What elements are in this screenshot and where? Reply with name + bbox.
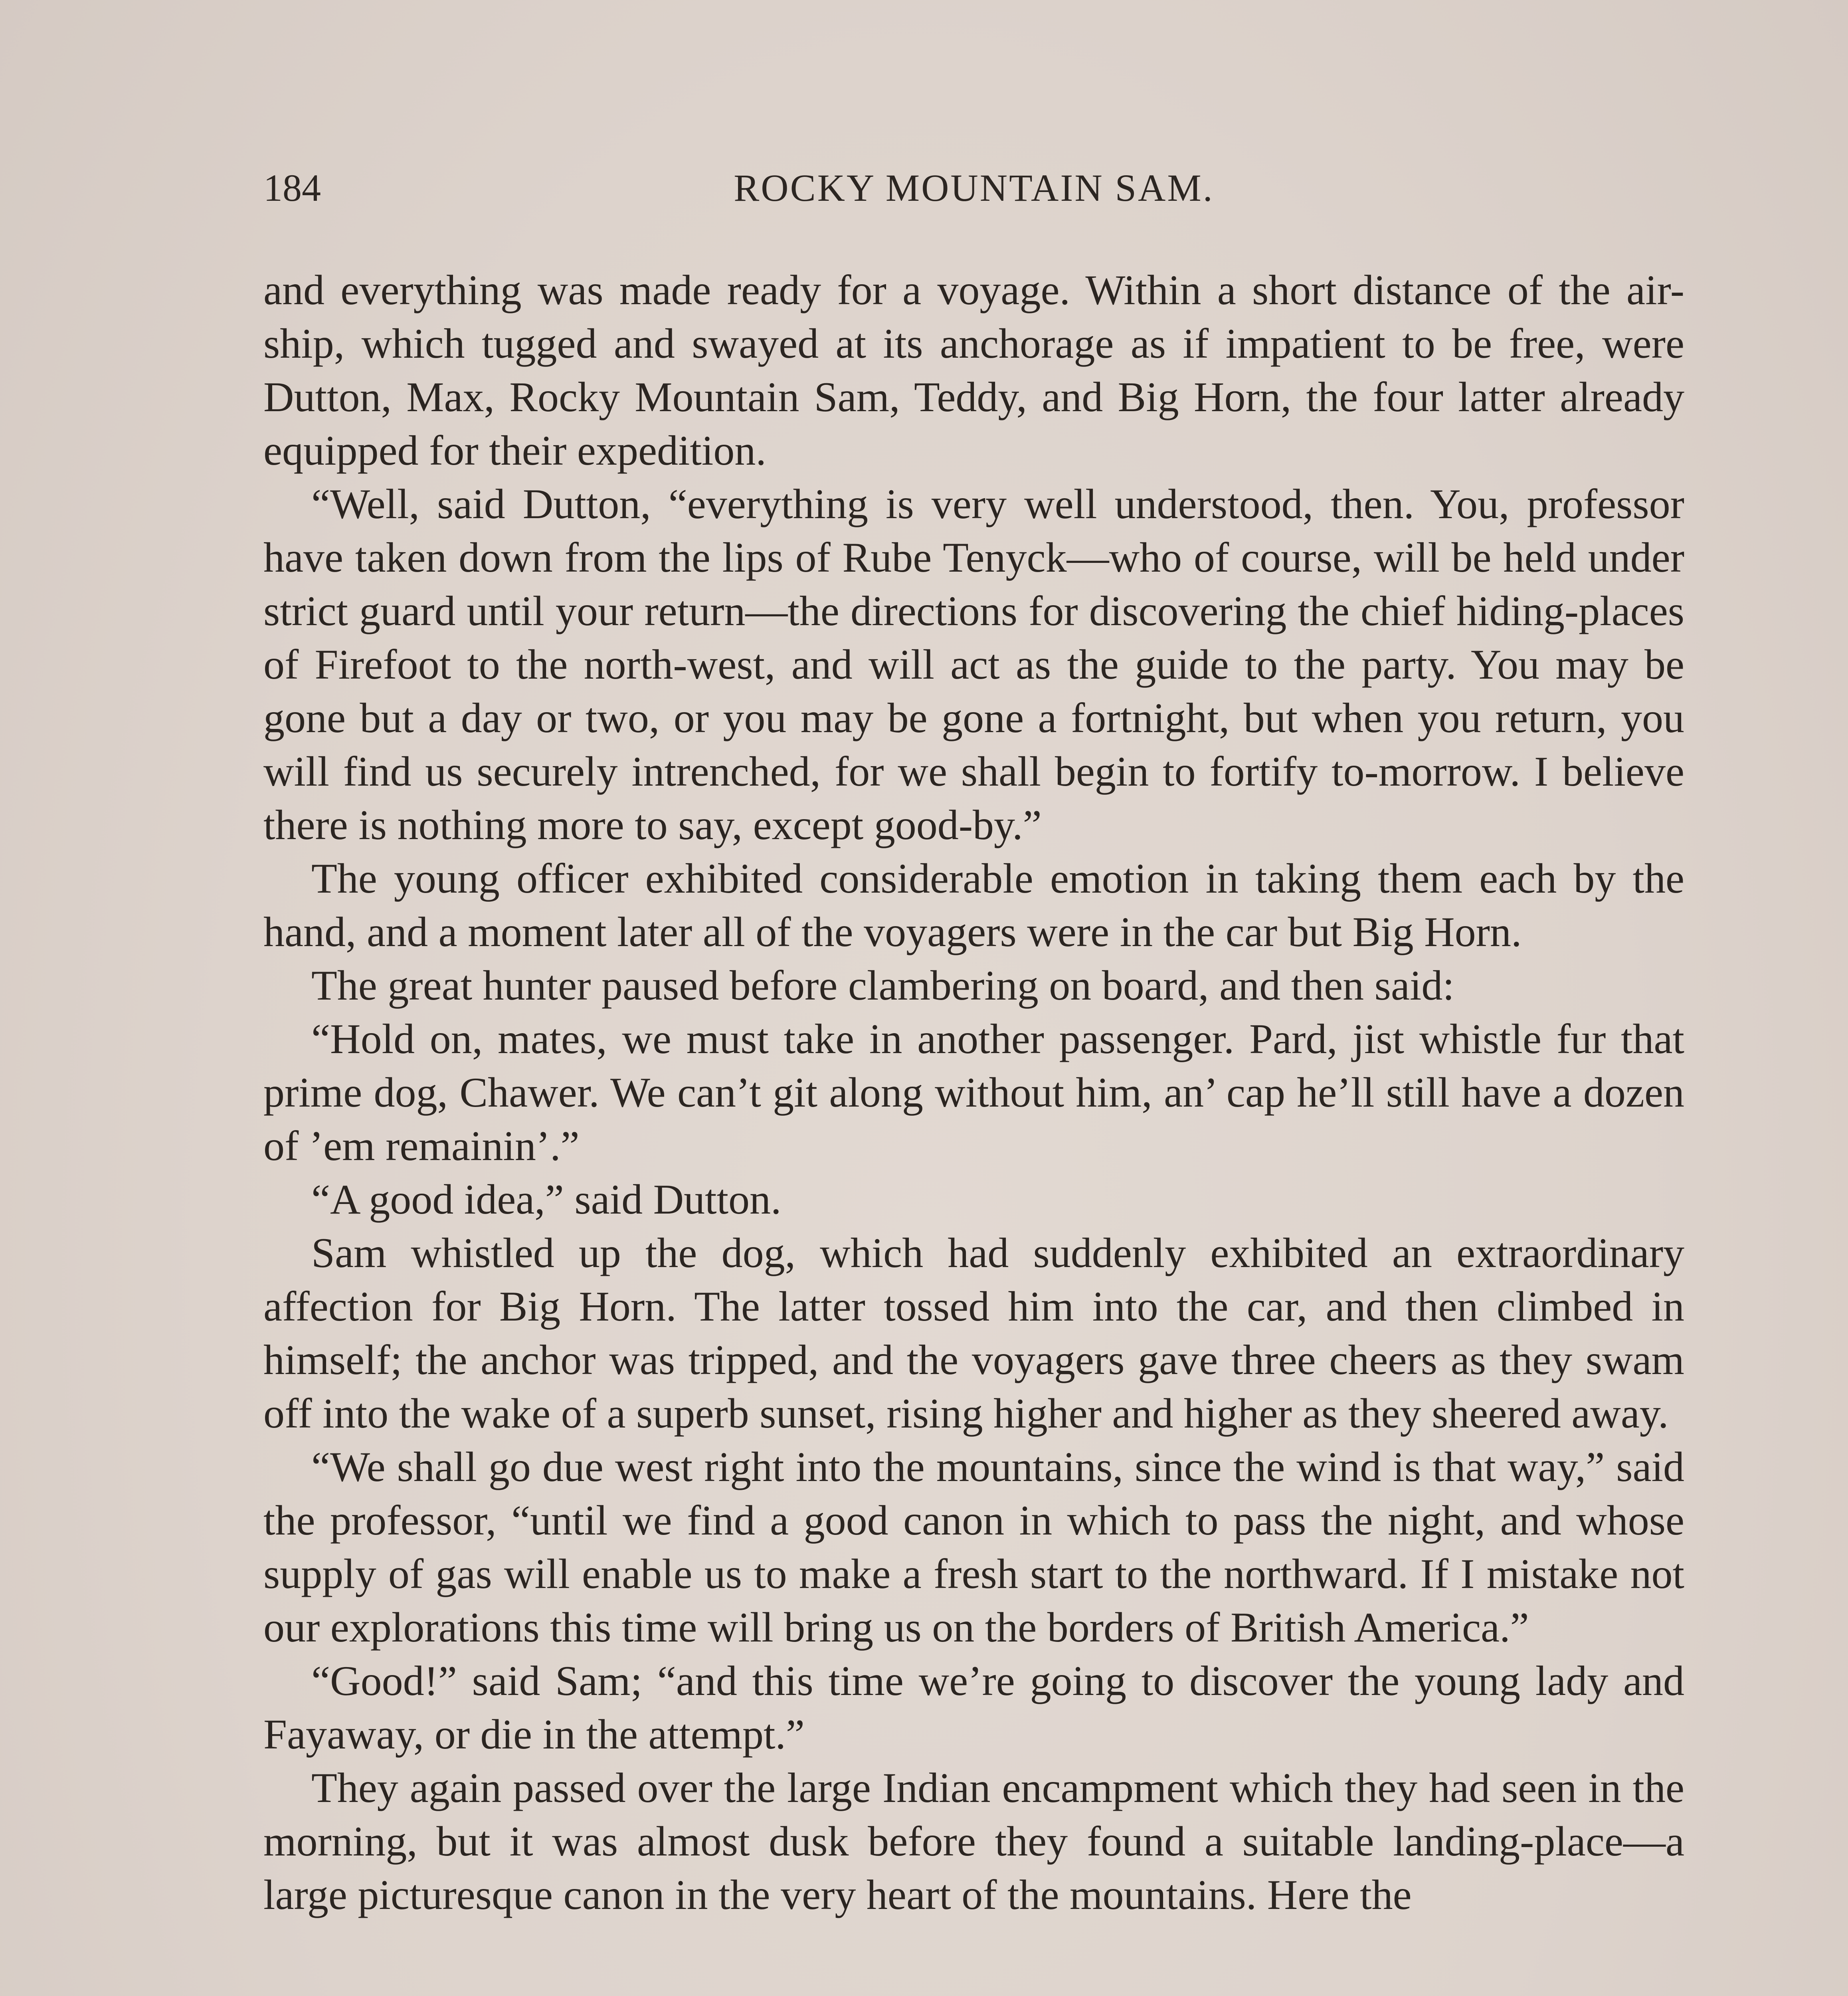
page-header (263, 166, 1684, 218)
paragraph: “Well, said Dutton, “everything is very well understood, then. You, professor have taken down from the lips of Rube Tenyck—who of course, will be held under strict guard until your return—the directions for discovering the chief hiding-places of Firefoot to the north-west, and will act as the guide to the party. You may be gone but a day or two, or you may be gone a fortnight, but when you return, you will find us securely intrenched, for we shall begin to fortify to-morrow. I believe there is nothing more to say, except good-by.” (263, 481, 1684, 848)
paragraph: “We shall go due west right into the mountains, since the wind is that way,” said the professor, “until we find a good canon in which to pass the night, and whose supply of gas will enable us to make a fresh start to the northward. If I mistake not our explorations this time will bring us on the borders of British America.” (263, 1444, 1684, 1651)
paragraph: Sam whistled up the dog, which had suddenly exhibited an extraordinary affection for Big Horn. The latter tossed him into the car, and then climbed in himself; the anchor was tripped, and the voyagers gave three cheers as they swam off into the wake of a superb sunset, rising higher and higher as they sheered away. (263, 1230, 1684, 1437)
paragraph: They again passed over the large Indian encampment which they had seen in the morning, but it was almost dusk before they found a suitable landing-place—a large picturesque canon in the very heart of the mountains. Here the (263, 1764, 1684, 1918)
paragraph: “Good!” said Sam; “and this time we’re going to discover the young lady and Fayaway, or die in the attempt.” (263, 1657, 1684, 1758)
running-title: ROCKY MOUNTAIN SAM. (734, 166, 1214, 209)
paragraph: and everything was made ready for a voyage. Within a short distance of the air-ship, which tugged and swayed at its anchorage as if impatient to be free, were Dutton, Max, Rocky Mountain Sam, Teddy, and Big Horn, the four latter already equipped for their expedition. (263, 267, 1684, 474)
paragraph: “A good idea,” said Dutton. (311, 1176, 782, 1223)
paragraph: The young officer exhibited considerable emotion in taking them each by the hand, and a moment later all of the voyagers were in the car but Big Horn. (263, 855, 1684, 955)
paragraph: “Hold on, mates, we must take in another passenger. Pard, jist whistle fur that prime dog, Chawer. We can’t git along without him, an’ cap he’ll still have a dozen of ’em remainin’.” (263, 1016, 1684, 1169)
body-text (263, 263, 1684, 1996)
paragraph: The great hunter paused before clambering on board, and then said: (311, 962, 1454, 1009)
page-number: 184 (263, 166, 321, 209)
